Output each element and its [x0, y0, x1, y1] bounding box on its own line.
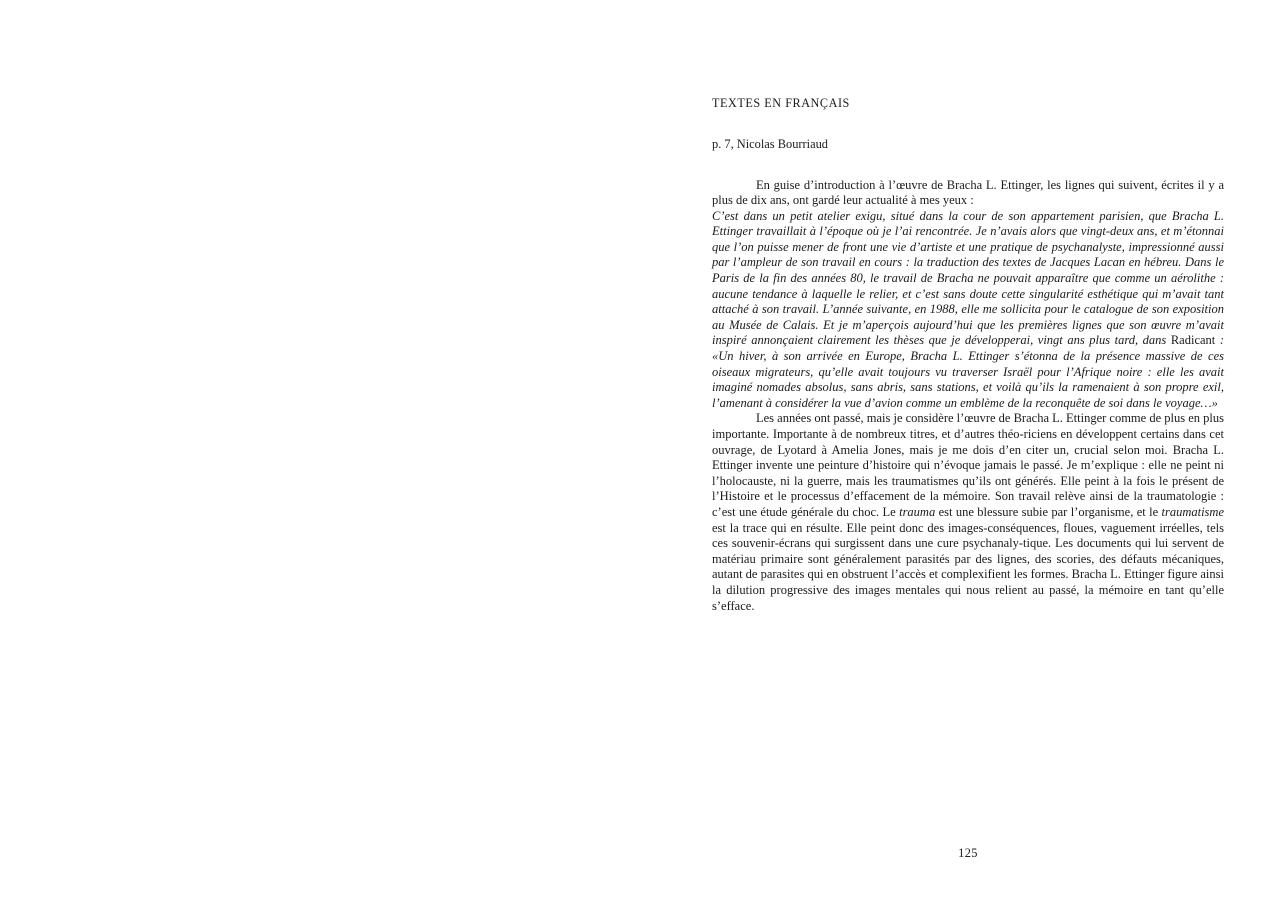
paragraph-main — [712, 411, 1224, 614]
main-part-1: Les années ont passé, mais je considère l’œuvre de Bracha L. Ettinger comme de plus en plus importante. Importante à de nombreux titres, et d’autres théo-riciens en développent certains dans cet ouvrage, de Lyotard à Amelia Jones, mais je me dois d’en citer un, crucial selon moi. Bracha L. Ettinger invente une peinture d’histoire qui n’évoque jamais le passé. Je m’explique : elle ne peint ni l’holocauste, ni la guerre, mais les traumatismes qu’ils ont générés. Elle peint à la fois le présent de l’Histoire et le processus d’effacement de la mémoire. Son travail relève ainsi de la traumatologie : c’est une étude générale du choc. Le — [712, 411, 1224, 519]
main-part-3: est la trace qui en résulte. Elle peint donc des images-conséquences, floues, vaguement irréelles, tels ces souvenir-écrans qui surgissent dans une cure psychanaly-tique. Les documents qui lui servent de matériau primaire sont généralement parasités par des lignes, des scories, des défauts mécaniques, autant de parasites qui en obstruent l’accès et complexifient les formes. Bracha L. Ettinger figure ainsi la dilution progressive des images mentales qui nous relient au passé, la mémoire en tant qu’elle s’efface. — [712, 520, 1224, 613]
paragraph-intro: En guise d’introduction à l’œuvre de Bracha L. Ettinger, les lignes qui suivent, écrites il y a plus de dix ans, ont gardé leur actualité à mes yeux : — [712, 177, 1224, 208]
quote-part-after: : «Un hiver, à son arrivée en Europe, Bracha L. Ettinger s’étonna de la présence massive de ces oiseaux migrateurs, qu’elle avait toujours vu traverser Israël pour l’Afrique noire : elle les avait imaginé nomades absolus, sans abris, sans stations, et voilà qu’ils la ramenaient à son propre exil, l’amenant à considérer la vue d’avion comme un emblème de la reconquête de soi dans le voyage…» — [712, 333, 1224, 410]
page-content — [712, 96, 1224, 614]
page-fold — [638, 0, 639, 904]
quote-book-title: Radicant — [1170, 333, 1216, 348]
term-trauma: trauma — [899, 504, 936, 519]
section-title: TEXTES EN FRANÇAIS — [712, 96, 850, 110]
byline: p. 7, Nicolas Bourriaud — [712, 136, 828, 151]
main-part-2: est une blessure subie par l’organisme, et le — [935, 504, 1162, 519]
quote-part-before: C’est dans un petit atelier exigu, situé dans la cour de son appartement parisien, que Bracha L. Ettinger travaillait à l’époque où je l’ai rencontrée. Je n’avais alors que vingt-deux ans, et m’étonnai que l’on puisse mener de front une vie d’artiste et une pratique de psychanalyste, impressionné aussi par l’ampleur de son travail en cours : la traduction des textes de Jacques Lacan en hébreu. Dans le Paris de la fin des années 80, le travail de Bracha ne pouvait apparaître que comme un aérolithe : aucune tendance à laquelle le relier, et c’est sans doute cette singularité esthétique qui m’avait tant attaché à son travail. L’année suivante, en 1988, elle me sollicita pour le catalogue de son exposition au Musée de Calais. Et je m’aperçois aujourd’hui que les premières lignes que son œuvre m’avait inspiré annonçaient clairement les thèses que je développerai, vingt ans plus tard, dans — [712, 208, 1224, 348]
term-traumatisme: traumatisme — [1161, 504, 1224, 519]
paragraph-quote — [712, 209, 1224, 412]
page-number: 125 — [958, 846, 978, 860]
